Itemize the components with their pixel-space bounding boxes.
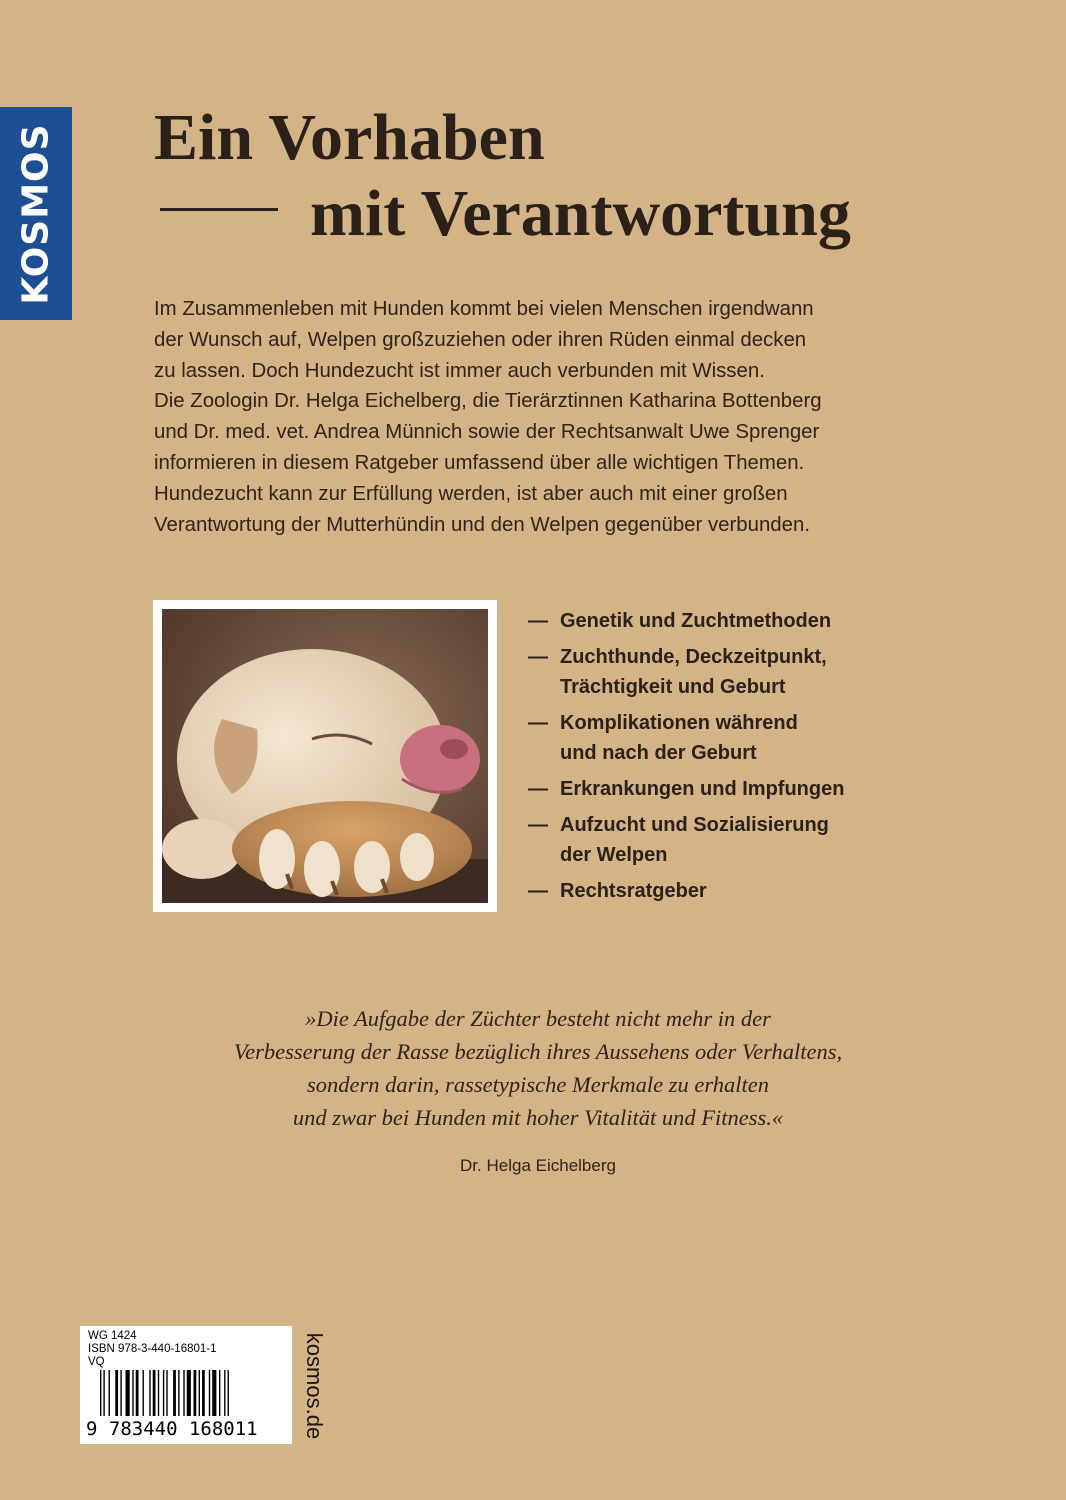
publisher-website	[299, 1327, 329, 1445]
barcode-label	[80, 1326, 292, 1444]
topic-dash: —	[528, 814, 548, 836]
topic-dash: —	[528, 646, 548, 668]
headline-rule	[160, 208, 278, 211]
barcode-wg: WG 1424	[88, 1330, 137, 1342]
sleeping-puppy-illustration	[162, 609, 488, 903]
topic-item	[528, 876, 844, 906]
intro-text: Im Zusammenleben mit Hunden kommt bei vielen Menschen irgendwann der Wunsch auf, Welpen großzuziehen oder ihren Rüden einmal decken zu lassen. Doch Hundezucht ist immer auch verbunden mit Wissen. Die Zoologin Dr. Helga Eichelberg, die Tierärztinnen Katharina Bottenberg und Dr. med. vet. Andrea Münnich sowie der Rechtsanwalt Uwe Sprenger informieren in diesem Ratgeber umfassend über alle wichtigen Themen. Hundezucht kann zur Erfüllung werden, ist aber auch mit einer großen Verantwortung der Mutterhündin und den Welpen gegenüber verbunden.	[154, 298, 822, 536]
topic-label: Komplikationen während und nach der Geburt	[560, 712, 798, 764]
barcode-code: VQ	[88, 1356, 105, 1368]
topic-label: Aufzucht und Sozialisierung der Welpen	[560, 814, 829, 866]
topic-label: Rechtsratgeber	[560, 880, 707, 902]
cover-headline	[154, 100, 851, 252]
topic-dash: —	[528, 778, 548, 800]
topic-dash: —	[528, 712, 548, 734]
topic-item	[528, 774, 844, 804]
topic-label: Zuchthunde, Deckzeitpunkt, Trächtigkeit und Geburt	[560, 646, 827, 698]
puppy-photo	[153, 600, 497, 912]
topic-item	[528, 642, 844, 702]
quote-text: »Die Aufgabe der Züchter besteht nicht mehr in der Verbesserung der Rasse bezüglich ihres Aussehens oder Verhaltens, sondern darin, rassetypische Merkmale zu erhalten und zwar bei Hunden mit hoher Vitalität und Fitness.«	[233, 1006, 843, 1130]
topic-dash: —	[528, 880, 548, 902]
topic-item	[528, 810, 844, 870]
topic-item	[528, 708, 844, 768]
barcode-digits: 9 783440 168011	[86, 1418, 258, 1440]
publisher-logo	[0, 107, 72, 320]
barcode-bars	[100, 1370, 276, 1416]
barcode-isbn: ISBN 978-3-440-16801-1	[88, 1343, 217, 1355]
topic-label: Erkrankungen und Impfungen	[560, 778, 845, 800]
topic-label: Genetik und Zuchtmethoden	[560, 610, 832, 632]
topic-dash: —	[528, 610, 548, 632]
topics-list	[528, 606, 844, 912]
website-text: kosmos.de	[302, 1332, 327, 1440]
headline-line-2: mit Verantwortung	[310, 177, 851, 250]
headline-line-1: Ein Vorhaben	[154, 101, 545, 174]
publisher-logo-text: KOSMOS	[15, 122, 57, 305]
topic-item	[528, 606, 844, 636]
quote-author: Dr. Helga Eichelberg	[460, 1156, 616, 1175]
